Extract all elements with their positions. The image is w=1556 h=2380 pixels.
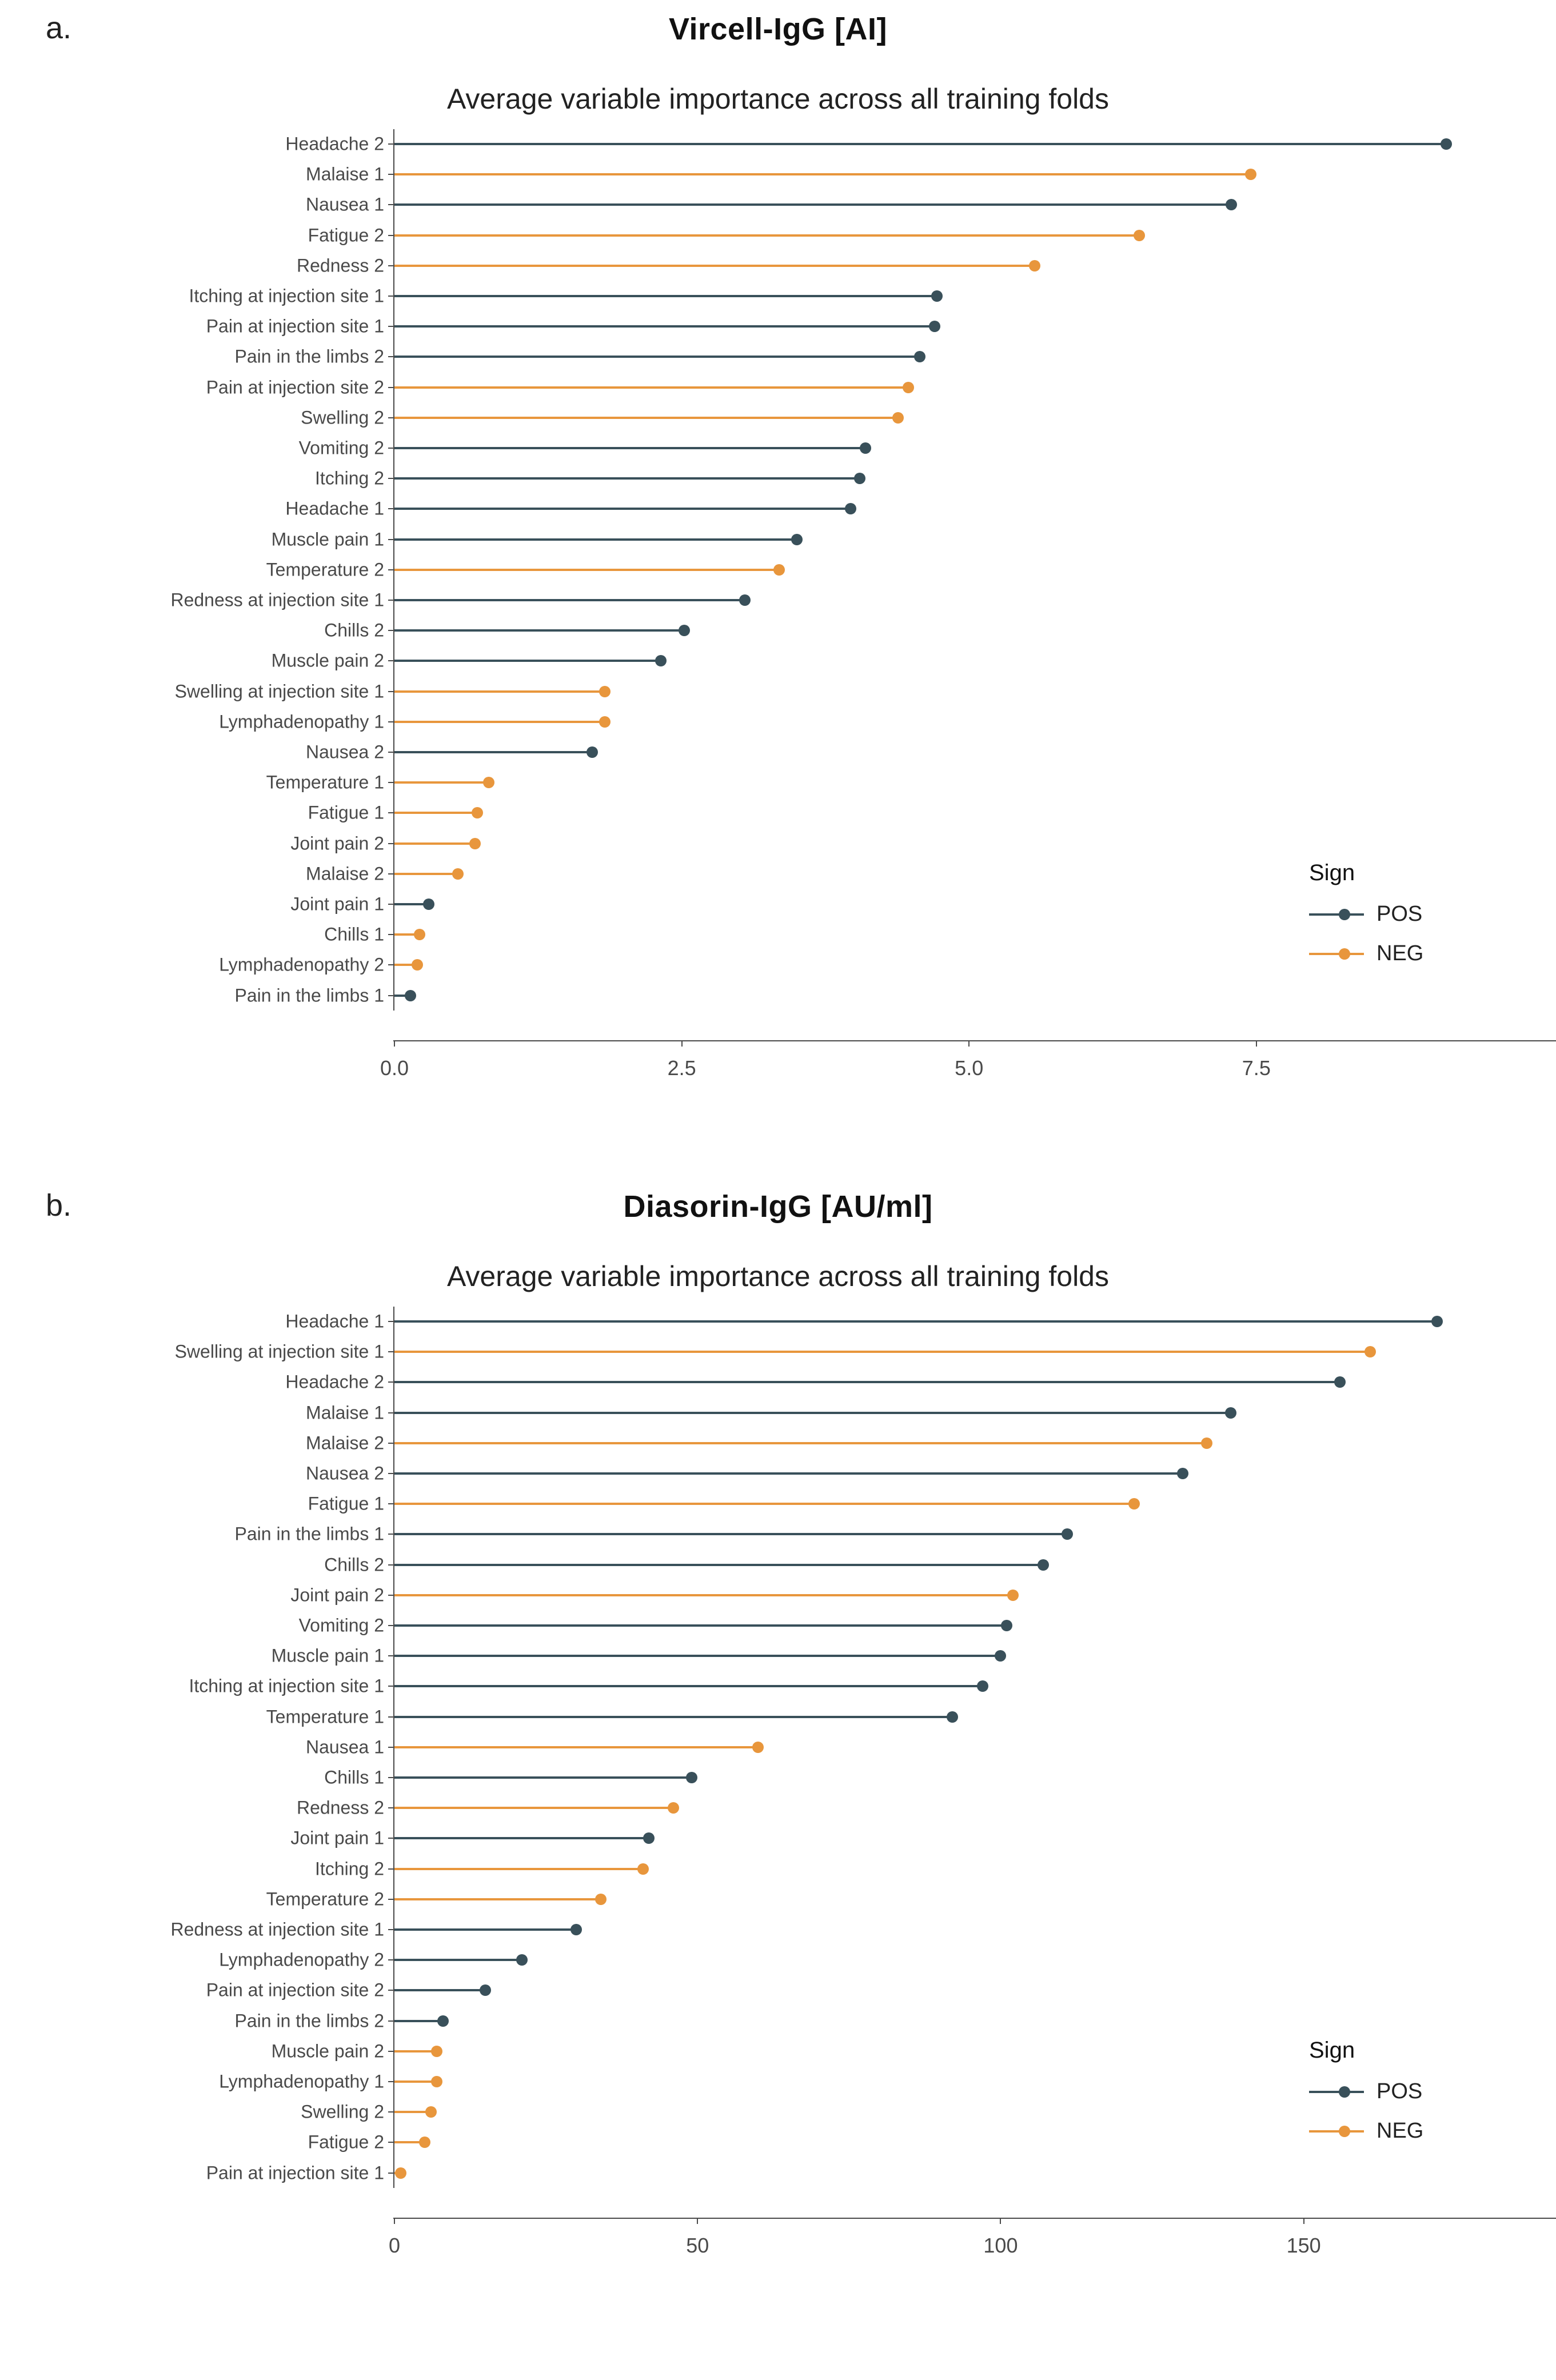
y-axis-tick <box>388 660 393 661</box>
x-axis-tick <box>697 2219 698 2224</box>
plot-area <box>0 0 1556 1143</box>
y-axis-tick-label: Malaise 1 <box>306 163 384 185</box>
lollipop-stem <box>394 1320 1437 1323</box>
lollipop-stem <box>394 203 1231 206</box>
y-axis-tick <box>388 295 393 297</box>
lollipop-point <box>914 351 925 362</box>
y-axis-tick <box>388 1381 393 1383</box>
lollipop-point <box>977 1680 988 1692</box>
x-axis-line <box>393 1040 1556 1041</box>
lollipop-point <box>414 929 425 940</box>
panel-title: Vircell-IgG [AI] <box>668 12 888 46</box>
lollipop-point <box>643 1832 655 1844</box>
y-axis-tick-label: Headache 1 <box>285 1311 384 1332</box>
lollipop-point <box>412 959 423 971</box>
x-axis-tick-label: 100 <box>983 2234 1018 2257</box>
legend-swatch-icon <box>1309 2085 1364 2099</box>
y-axis-tick <box>388 1564 393 1566</box>
y-axis-tick <box>388 387 393 388</box>
y-axis-tick <box>388 1807 393 1808</box>
y-axis-tick-label: Itching at injection site 1 <box>189 285 384 306</box>
y-axis-tick <box>388 2111 393 2113</box>
lollipop-stem <box>394 1472 1183 1475</box>
y-axis-tick-label: Fatigue 1 <box>308 1493 384 1514</box>
lollipop-stem <box>394 1351 1370 1353</box>
lollipop-stem <box>394 1685 983 1687</box>
y-axis-tick <box>388 782 393 783</box>
y-axis-tick-label: Lymphadenopathy 2 <box>219 954 384 975</box>
y-axis-tick <box>388 2142 393 2143</box>
lollipop-point <box>679 625 690 636</box>
lollipop-stem <box>394 2020 443 2022</box>
lollipop-point <box>431 2046 442 2057</box>
lollipop-stem <box>394 325 935 328</box>
y-axis-tick <box>388 174 393 175</box>
lollipop-stem <box>394 721 605 723</box>
y-axis-tick <box>388 1321 393 1322</box>
y-axis-tick-label: Muscle pain 2 <box>271 2040 384 2062</box>
lollipop-point <box>1431 1316 1443 1327</box>
y-axis-tick-label: Chills 2 <box>324 1554 384 1575</box>
y-axis-tick-label: Chills 1 <box>324 1767 384 1788</box>
lollipop-point <box>595 1894 607 1905</box>
lollipop-point <box>1225 1407 1236 1419</box>
y-axis-tick <box>388 1351 393 1352</box>
lollipop-point <box>1001 1620 1012 1631</box>
lollipop-point <box>1038 1559 1049 1571</box>
lollipop-point <box>929 321 940 332</box>
lollipop-point <box>431 2076 442 2087</box>
y-axis-tick <box>388 2081 393 2082</box>
lollipop-point <box>1029 260 1040 271</box>
lollipop-stem <box>394 234 1139 237</box>
lollipop-point <box>480 1984 491 1996</box>
lollipop-stem <box>394 477 860 480</box>
y-axis-tick <box>388 1503 393 1504</box>
y-axis-tick-label: Nausea 1 <box>306 1736 384 1758</box>
y-axis-tick <box>388 630 393 631</box>
lollipop-stem <box>394 1898 601 1900</box>
y-axis-tick-label: Redness at injection site 1 <box>170 1919 384 1940</box>
y-axis-tick <box>388 143 393 145</box>
y-axis-tick <box>388 600 393 601</box>
lollipop-point <box>860 442 871 454</box>
lollipop-stem <box>394 1655 1000 1657</box>
y-axis-tick-label: Itching 2 <box>315 468 384 489</box>
lollipop-point <box>1177 1468 1188 1479</box>
lollipop-point <box>655 655 667 666</box>
y-axis-tick <box>388 752 393 753</box>
y-axis-tick <box>388 569 393 570</box>
y-axis-tick <box>388 1655 393 1656</box>
y-axis-tick-label: Muscle pain 1 <box>271 529 384 550</box>
lollipop-stem <box>394 417 898 419</box>
y-axis-tick <box>388 508 393 509</box>
y-axis-tick <box>388 1412 393 1413</box>
y-axis-tick-label: Malaise 2 <box>306 1432 384 1453</box>
y-axis-tick-label: Headache 2 <box>285 133 384 154</box>
y-axis-tick-label: Temperature 2 <box>266 1888 384 1910</box>
panel-subtitle: Average variable importance across all training folds <box>446 83 1109 115</box>
lollipop-stem <box>394 1928 576 1931</box>
y-axis-tick <box>388 1625 393 1626</box>
chart-panel-a <box>0 0 1556 1177</box>
y-axis-tick <box>388 843 393 844</box>
y-axis-tick-label: Temperature 1 <box>266 772 384 793</box>
legend-swatch-icon <box>1309 907 1364 922</box>
y-axis-tick-label: Fatigue 2 <box>308 2131 384 2153</box>
y-axis-tick-label: Lymphadenopathy 2 <box>219 1949 384 1970</box>
lollipop-stem <box>394 1989 485 1991</box>
y-axis-tick-label: Fatigue 2 <box>308 225 384 246</box>
x-axis-tick <box>1256 1041 1257 1047</box>
lollipop-stem <box>394 386 908 389</box>
lollipop-stem <box>394 356 920 358</box>
lollipop-stem <box>394 1716 952 1718</box>
legend-item-label: NEG <box>1377 2119 1424 2143</box>
y-axis-tick-label: Redness at injection site 1 <box>170 589 384 610</box>
y-axis-tick-label: Swelling 2 <box>301 407 384 428</box>
y-axis-tick-label: Redness 2 <box>297 255 384 276</box>
y-axis-tick <box>388 2173 393 2174</box>
lollipop-stem <box>394 660 661 662</box>
lollipop-point <box>947 1711 958 1723</box>
lollipop-stem <box>394 447 865 449</box>
lollipop-stem <box>394 173 1251 175</box>
y-axis-tick-label: Joint pain 1 <box>290 893 384 915</box>
y-axis-tick <box>388 691 393 692</box>
lollipop-stem <box>394 1776 692 1779</box>
lollipop-point <box>1134 230 1145 241</box>
y-axis-tick-label: Pain in the limbs 1 <box>234 1523 384 1544</box>
lollipop-point <box>570 1924 582 1935</box>
x-axis-tick-label: 50 <box>686 2234 709 2257</box>
y-axis-tick-label: Pain at injection site 1 <box>206 316 384 337</box>
lollipop-point <box>1334 1376 1346 1388</box>
lollipop-point <box>854 473 865 484</box>
y-axis-tick <box>388 1747 393 1748</box>
y-axis-tick-label: Muscle pain 1 <box>271 1645 384 1666</box>
y-axis-tick <box>388 1443 393 1444</box>
y-axis-tick <box>388 417 393 418</box>
legend-item-neg <box>1309 2119 1423 2143</box>
y-axis-tick <box>388 1716 393 1718</box>
y-axis-tick <box>388 2020 393 2022</box>
lollipop-point <box>1201 1437 1212 1449</box>
lollipop-point <box>1062 1528 1073 1540</box>
y-axis-tick <box>388 934 393 935</box>
y-axis-tick-label: Redness 2 <box>297 1797 384 1818</box>
lollipop-point <box>599 716 611 728</box>
y-axis-tick <box>388 1534 393 1535</box>
lollipop-stem <box>394 1594 1013 1596</box>
legend-item-label: NEG <box>1377 941 1424 965</box>
lollipop-point <box>472 807 483 818</box>
lollipop-stem <box>394 873 458 875</box>
legend-item-label: POS <box>1377 2079 1423 2103</box>
legend-item-label: POS <box>1377 902 1423 926</box>
lollipop-stem <box>394 1412 1231 1414</box>
y-axis-tick <box>388 478 393 479</box>
y-axis-tick <box>388 1473 393 1474</box>
y-axis-tick-label: Pain at injection site 2 <box>206 377 384 398</box>
lollipop-point <box>995 1650 1006 1662</box>
lollipop-point <box>773 564 785 576</box>
lollipop-stem <box>394 2080 437 2083</box>
x-axis-tick-label: 5.0 <box>955 1056 984 1080</box>
y-axis-tick-label: Joint pain 2 <box>290 1584 384 1606</box>
y-axis-tick-label: Pain at injection site 1 <box>206 2162 384 2183</box>
lollipop-stem <box>394 2050 437 2052</box>
lollipop-point <box>1226 199 1237 210</box>
y-axis-tick-label: Swelling at injection site 1 <box>174 1341 384 1362</box>
y-axis-tick-label: Temperature 2 <box>266 559 384 580</box>
y-axis-tick <box>388 265 393 266</box>
y-axis-tick <box>388 964 393 965</box>
lollipop-stem <box>394 812 477 814</box>
y-axis-tick-label: Vomiting 2 <box>298 1615 384 1636</box>
y-axis-tick-label: Muscle pain 2 <box>271 650 384 671</box>
y-axis-tick-label: Nausea 2 <box>306 741 384 762</box>
y-axis-tick-label: Pain in the limbs 2 <box>234 2010 384 2031</box>
y-axis-tick-label: Chills 1 <box>324 924 384 945</box>
lollipop-point <box>405 990 416 1001</box>
lollipop-stem <box>394 1442 1207 1444</box>
y-axis-tick <box>388 812 393 813</box>
y-axis-tick <box>388 1868 393 1870</box>
panel-subtitle: Average variable importance across all training folds <box>446 1260 1109 1292</box>
y-axis-tick <box>388 904 393 905</box>
y-axis-tick-label: Swelling at injection site 1 <box>174 681 384 702</box>
chart-panel-b <box>0 1177 1556 2355</box>
lollipop-point <box>437 2015 449 2027</box>
lollipop-stem <box>394 265 1035 267</box>
lollipop-point <box>419 2137 430 2148</box>
y-axis-tick <box>388 721 393 722</box>
y-axis-tick-label: Itching at injection site 1 <box>189 1675 384 1696</box>
lollipop-stem <box>394 538 797 541</box>
y-axis-tick <box>388 873 393 874</box>
y-axis-tick-label: Pain at injection site 2 <box>206 1979 384 2000</box>
lollipop-point <box>931 290 943 302</box>
y-axis-tick-label: Pain in the limbs 1 <box>234 985 384 1006</box>
lollipop-stem <box>394 1746 758 1748</box>
x-axis-tick <box>394 2219 395 2224</box>
lollipop-stem <box>394 1533 1067 1535</box>
lollipop-stem <box>394 295 937 297</box>
y-axis-tick <box>388 1838 393 1839</box>
lollipop-point <box>425 2106 437 2118</box>
legend-title: Sign <box>1309 860 1355 885</box>
lollipop-stem <box>394 629 684 632</box>
lollipop-stem <box>394 569 779 571</box>
lollipop-stem <box>394 508 851 510</box>
lollipop-point <box>1007 1590 1019 1601</box>
lollipop-point <box>469 838 481 849</box>
lollipop-point <box>668 1802 679 1814</box>
lollipop-point <box>587 746 598 758</box>
y-axis-tick-label: Lymphadenopathy 1 <box>219 711 384 732</box>
lollipop-point <box>845 503 856 514</box>
y-axis-tick <box>388 1959 393 1960</box>
lollipop-stem <box>394 690 605 693</box>
y-axis-tick-label: Headache 1 <box>285 498 384 519</box>
legend-item-pos <box>1309 2079 1423 2104</box>
y-axis-tick-label: Chills 2 <box>324 620 384 641</box>
plot-area <box>0 1177 1556 2321</box>
y-axis-tick <box>388 1595 393 1596</box>
y-axis-tick <box>388 326 393 327</box>
lollipop-stem <box>394 1564 1043 1566</box>
y-axis-tick-label: Fatigue 1 <box>308 802 384 823</box>
y-axis-tick <box>388 235 393 236</box>
chart-legend <box>1309 2038 1423 2158</box>
lollipop-stem <box>394 1959 522 1961</box>
y-axis-tick <box>388 2051 393 2052</box>
y-axis-tick <box>388 1777 393 1778</box>
y-axis-tick-label: Lymphadenopathy 1 <box>219 2071 384 2092</box>
lollipop-stem <box>394 1503 1134 1505</box>
panel-title: Diasorin-IgG [AU/ml] <box>623 1189 933 1224</box>
lollipop-stem <box>394 1868 643 1870</box>
x-axis-tick-label: 150 <box>1286 2234 1321 2257</box>
lollipop-point <box>599 686 611 697</box>
y-axis-tick <box>388 1990 393 1991</box>
lollipop-point <box>791 534 803 545</box>
x-axis-tick-label: 7.5 <box>1242 1056 1271 1080</box>
lollipop-point <box>637 1863 649 1875</box>
y-axis-tick-label: Joint pain 1 <box>290 1827 384 1848</box>
legend-item-neg <box>1309 941 1423 966</box>
y-axis-tick-label: Malaise 1 <box>306 1402 384 1423</box>
lollipop-point <box>1365 1346 1376 1357</box>
y-axis-tick-label: Temperature 1 <box>266 1706 384 1727</box>
y-axis-tick-label: Headache 2 <box>285 1371 384 1392</box>
lollipop-stem <box>394 1807 673 1809</box>
x-axis-tick <box>1303 2219 1304 2224</box>
y-axis-tick <box>388 356 393 357</box>
lollipop-stem <box>394 1837 649 1839</box>
y-axis-tick-label: Nausea 2 <box>306 1463 384 1484</box>
y-axis-tick-label: Nausea 1 <box>306 194 384 215</box>
legend-title: Sign <box>1309 2038 1355 2063</box>
lollipop-point <box>903 382 914 393</box>
y-axis-tick <box>388 1929 393 1930</box>
lollipop-point <box>739 594 751 606</box>
lollipop-stem <box>394 781 489 784</box>
x-axis-tick <box>968 1041 969 1047</box>
y-axis-tick-label: Pain in the limbs 2 <box>234 346 384 367</box>
chart-legend <box>1309 860 1423 981</box>
lollipop-point <box>452 868 464 880</box>
y-axis-tick-label: Vomiting 2 <box>298 437 384 458</box>
lollipop-point <box>395 2167 406 2179</box>
panel-letter: a. <box>46 11 72 45</box>
lollipop-point <box>1441 138 1452 150</box>
lollipop-stem <box>394 599 745 601</box>
lollipop-point <box>892 412 904 424</box>
y-axis-tick <box>388 539 393 540</box>
y-axis-tick-label: Itching 2 <box>315 1858 384 1879</box>
x-axis-line <box>393 2218 1556 2219</box>
x-axis-tick-label: 2.5 <box>667 1056 696 1080</box>
lollipop-point <box>483 777 494 788</box>
lollipop-stem <box>394 143 1446 145</box>
x-axis-tick-label: 0 <box>388 2234 401 2257</box>
lollipop-stem <box>394 842 475 845</box>
y-axis-tick-label: Joint pain 2 <box>290 833 384 854</box>
y-axis-tick <box>388 1686 393 1687</box>
y-axis-tick <box>388 448 393 449</box>
lollipop-point <box>752 1742 764 1753</box>
legend-swatch-icon <box>1309 2124 1364 2139</box>
lollipop-point <box>1245 169 1256 180</box>
y-axis-tick <box>388 204 393 205</box>
lollipop-point <box>1128 1498 1140 1510</box>
y-axis-tick-label: Malaise 2 <box>306 863 384 884</box>
panel-letter: b. <box>46 1188 72 1223</box>
legend-item-pos <box>1309 902 1423 927</box>
lollipop-point <box>516 1954 528 1966</box>
lollipop-stem <box>394 751 592 753</box>
x-axis-tick <box>1000 2219 1001 2224</box>
x-axis-tick-label: 0.0 <box>380 1056 409 1080</box>
lollipop-point <box>686 1772 697 1783</box>
x-axis-tick <box>394 1041 395 1047</box>
lollipop-point <box>423 899 434 910</box>
lollipop-stem <box>394 1624 1007 1627</box>
y-axis-tick-label: Swelling 2 <box>301 2101 384 2122</box>
legend-swatch-icon <box>1309 947 1364 961</box>
lollipop-stem <box>394 1381 1340 1383</box>
y-axis-tick <box>388 1899 393 1900</box>
x-axis-tick <box>681 1041 683 1047</box>
y-axis-tick <box>388 995 393 996</box>
